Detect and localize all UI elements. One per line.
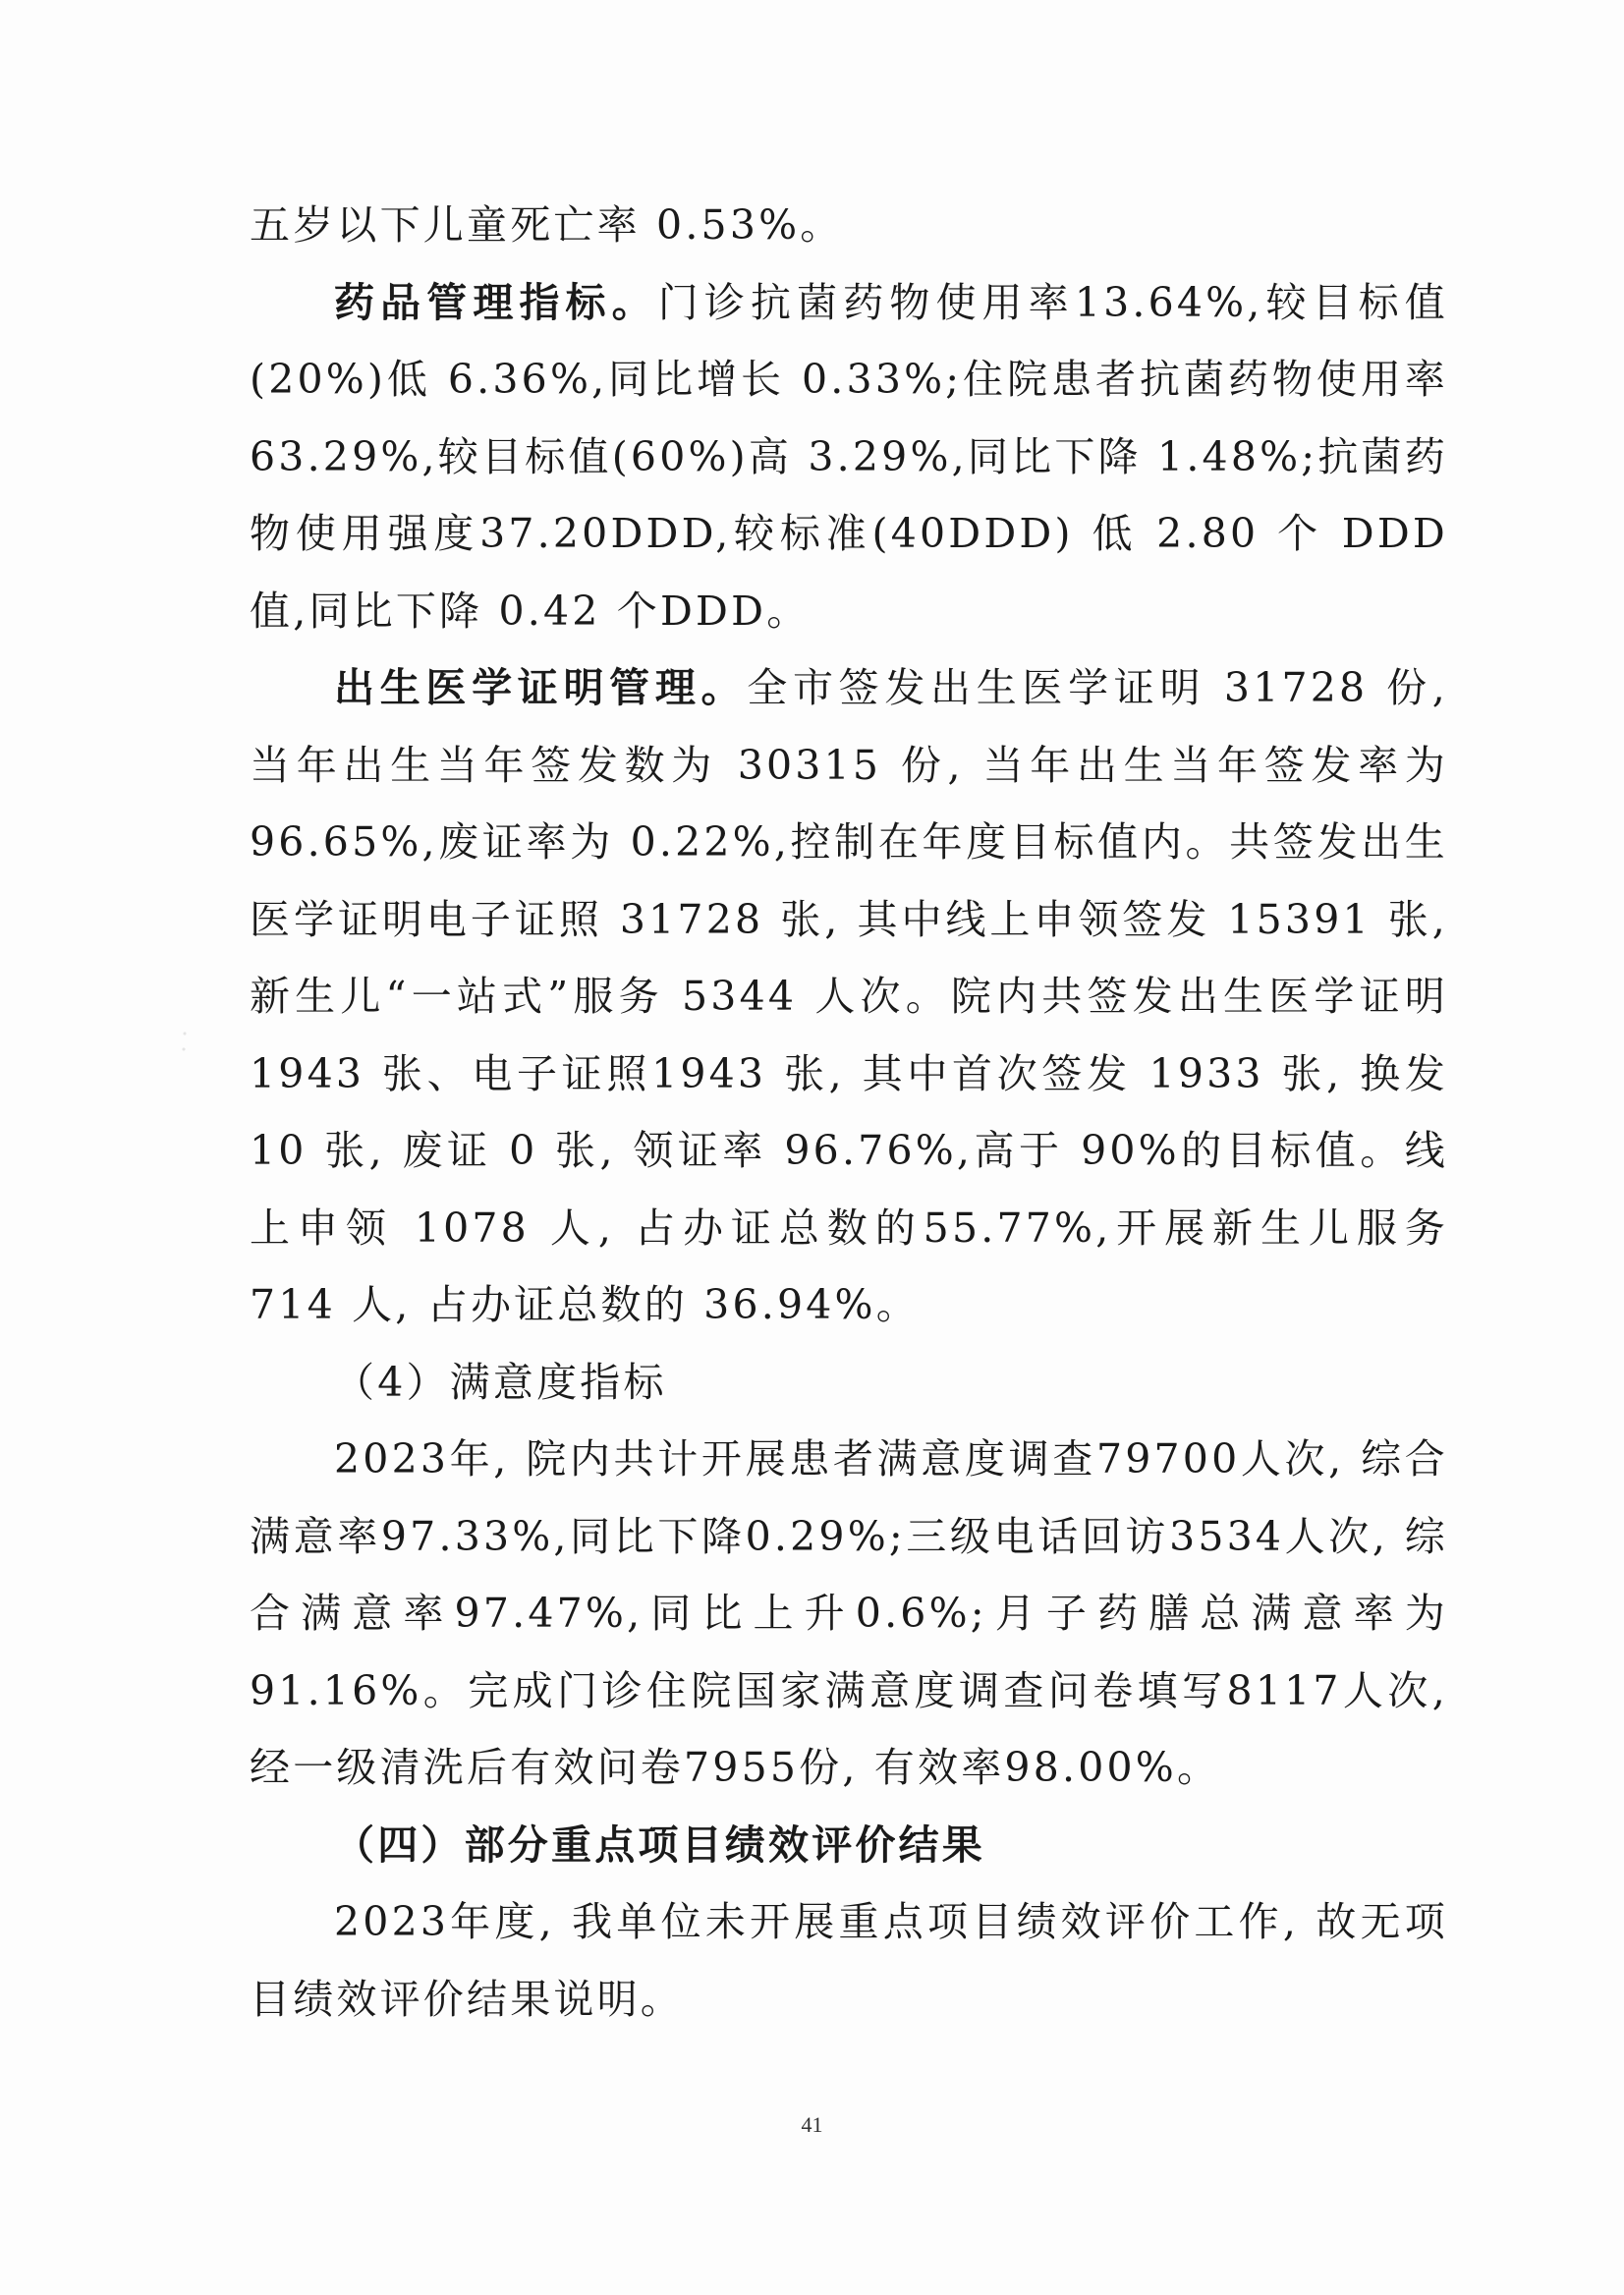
- key-projects-heading: （四）部分重点项目绩效评价结果: [334, 1820, 985, 1869]
- drug-management-lead: 药品管理指标。: [334, 278, 658, 326]
- scan-speck: [180, 1022, 190, 1061]
- document-body: [250, 187, 1448, 2038]
- intro-fragment: 五岁以下儿童死亡率 0.53%。: [250, 201, 844, 249]
- key-projects-paragraph: 2023年度, 我单位未开展重点项目绩效评价工作, 故无项目绩效评价结果说明。: [250, 1898, 1448, 2023]
- birth-certificate-paragraph: [250, 649, 1448, 1344]
- satisfaction-heading: （4）满意度指标: [334, 1358, 667, 1406]
- drug-management-paragraph: [250, 264, 1448, 650]
- satisfaction-paragraph: 2023年, 院内共计开展患者满意度调查79700人次, 综合满意率97.33%,同比下降0.29%;三级电话回访3534人次, 综 合满意率97.47%,同比上升0.6%;月子药膳总满意率为91.16%。完成门诊住院国家满意度调查问卷填写8117人次, 经一级清洗后有效问卷7955份, 有效率98.00%。: [250, 1435, 1448, 1791]
- drug-management-text: 门诊抗菌药物使用率13.64%,较目标值 (20%)低 6.36%,同比增长 0.33%;住院患者抗菌药物使用率 63.29%,较目标值(60%)高 3.29%,同比下降 1.48%;抗菌药 物使用强度37.20DDD,较标准(40DDD) 低 2.80 个 DDD 值,同比下降 0.42 个DDD。: [250, 278, 1448, 635]
- birth-certificate-text: 全市签发出生医学证明 31728 份, 当年出生当年签发数为 30315 份, 当年出生当年签发率为 96.65%,废证率为 0.22%,控制在年度目标值内。共签发出生医学证明电子证照 31728 张, 其中线上申领签发 15391 张, 新生儿“一站式”服务 5344 人次。院内共签发出生医学证明 1943 张、电子证照1943 张, 其中首次签发 1933 张, 换发 10 张, 废证 0 张, 领证率 96.76%,高于 90%的目标值。线上申领 1078 人, 占办证总数的55.77%,开展新生儿服务 714 人, 占办证总数的 36.94%。: [250, 664, 1448, 1328]
- birth-certificate-lead: 出生医学证明管理。: [334, 664, 748, 711]
- page-number: 41: [801, 2112, 823, 2137]
